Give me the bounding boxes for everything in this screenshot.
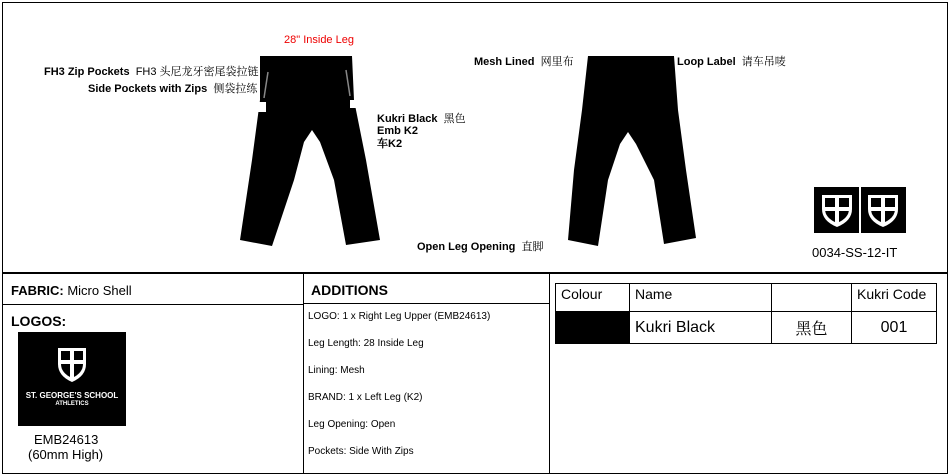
colour-name-cn: 黑色 — [772, 312, 852, 344]
side-pockets-label: Side Pockets with Zips 侧袋拉练 — [88, 83, 258, 95]
addition-item: BRAND: 1 x Left Leg (K2) — [308, 392, 423, 403]
colour-table — [555, 283, 937, 344]
che-k2-label: 车K2 — [377, 138, 403, 150]
fabric-field: FABRIC: Micro Shell — [11, 283, 132, 298]
k2-brand-mark — [350, 100, 356, 108]
emblem-pair — [814, 187, 906, 233]
col-header-code: Kukri Code — [852, 284, 937, 312]
addition-item: Lining: Mesh — [308, 365, 365, 376]
emb-k2-label: Emb K2 — [377, 125, 418, 137]
school-sub: ATHLETICS — [55, 401, 89, 407]
shield-icon — [56, 346, 88, 384]
col-header-blank — [772, 284, 852, 312]
emb-size: (60mm High) — [28, 447, 104, 462]
additions-divider — [303, 303, 550, 305]
school-name: ST. GEORGE'S SCHOOL — [25, 391, 119, 400]
logos-title: LOGOS: — [11, 313, 67, 329]
fh3-zip-pockets-label: FH3 Zip Pockets FH3 头尼龙牙密尾袋拉链 — [44, 66, 259, 78]
addition-item: LOGO: 1 x Right Leg Upper (EMB24613) — [308, 311, 491, 322]
open-leg-label: Open Leg Opening 直脚 — [417, 241, 544, 253]
addition-item: Leg Length: 28 Inside Leg — [308, 338, 424, 349]
col-header-colour: Colour — [556, 284, 630, 312]
colour-code: 001 — [852, 312, 937, 344]
colour-name: Kukri Black — [630, 312, 772, 344]
product-code: 0034-SS-12-IT — [812, 245, 898, 260]
shield-icon — [814, 187, 906, 233]
addition-item: Pockets: Side With Zips — [308, 446, 414, 457]
inside-leg-note: 28" Inside Leg — [284, 34, 354, 46]
kukri-black-label: Kukri Black 黑色 — [377, 113, 466, 125]
loop-label-label: Loop Label 请车吊唛 — [677, 56, 786, 68]
colour-swatch — [556, 312, 630, 344]
emb-code: EMB24613 — [34, 432, 99, 447]
pants-front-view — [232, 50, 392, 255]
school-logo — [18, 332, 126, 426]
addition-item: Leg Opening: Open — [308, 419, 396, 430]
school-logo-mark — [258, 102, 266, 112]
mesh-lined-label: Mesh Lined 网里布 — [474, 56, 574, 68]
col-header-name: Name — [630, 284, 772, 312]
additions-title: ADDITIONS — [311, 282, 388, 298]
pants-back-view — [560, 50, 710, 255]
loop-label-mark — [576, 102, 581, 109]
